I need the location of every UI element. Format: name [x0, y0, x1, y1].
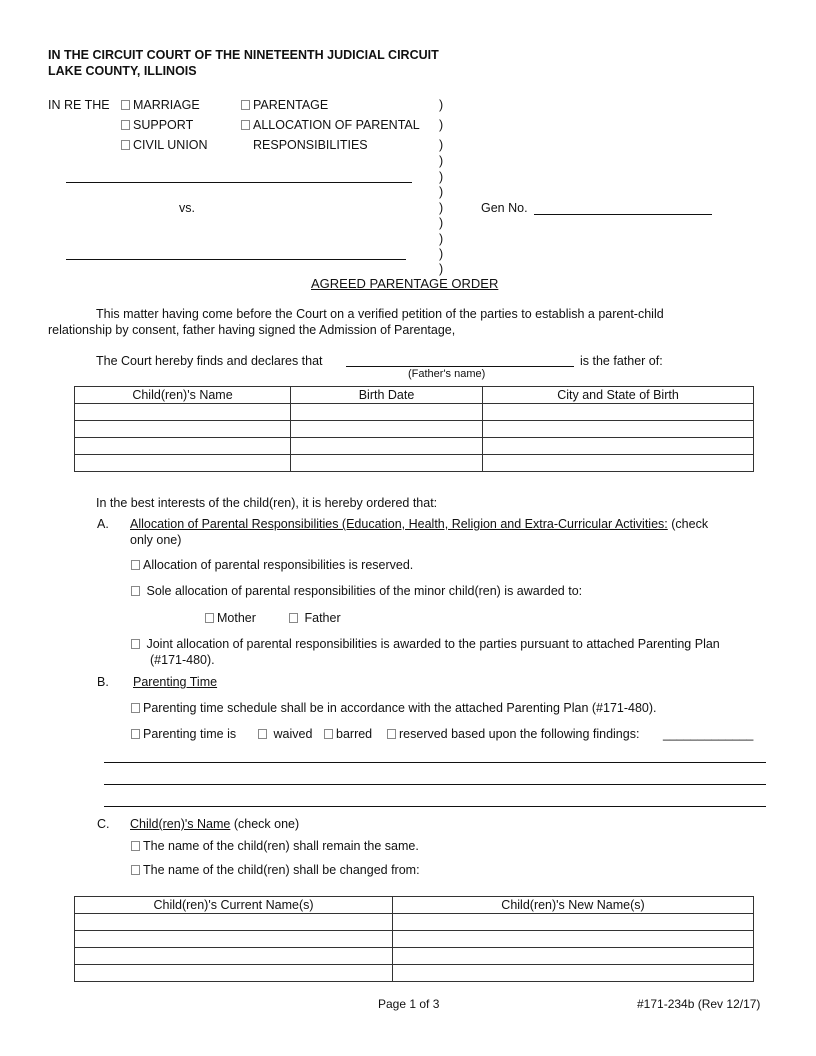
parenting-time-is-checkbox[interactable] [131, 729, 140, 739]
allocation-reserved-checkbox[interactable] [131, 560, 140, 570]
caption-paren: ) [439, 170, 444, 184]
support-checkbox[interactable] [121, 120, 130, 130]
table-cell[interactable] [75, 948, 393, 965]
children-table [74, 386, 754, 472]
caption-paren: ) [439, 154, 444, 168]
caption-paren: ) [439, 247, 444, 261]
table-cell[interactable] [75, 965, 393, 982]
joint-allocation-option: Joint allocation of parental responsibilities is awarded to the parties pursuant to attached Parenting Plan [131, 637, 720, 651]
reserved-option: reserved based upon the following findings: [387, 727, 639, 741]
allocation-label-line1: ALLOCATION OF PARENTAL [253, 118, 420, 132]
section-b-heading: Parenting Time [133, 675, 218, 689]
caption-paren: ) [439, 232, 444, 246]
allocation-option [241, 118, 420, 132]
table-row [75, 404, 754, 421]
in-re-the-label: IN RE THE [48, 98, 110, 112]
section-c-heading: Child(ren)'s Name (check one) [130, 817, 300, 831]
table-cell[interactable] [75, 421, 291, 438]
table-cell[interactable] [483, 404, 754, 421]
table-row [75, 438, 754, 455]
orders-intro: In the best interests of the child(ren), it is hereby ordered that: [96, 496, 438, 510]
caption-paren: ) [439, 201, 444, 215]
finding-suffix: is the father of: [580, 354, 663, 368]
section-b-letter: B. [97, 675, 109, 689]
name-change-table [74, 896, 754, 982]
section-a-letter: A. [97, 517, 109, 531]
form-number: #171-234b (Rev 12/17) [637, 997, 761, 1011]
table-cell[interactable] [75, 438, 291, 455]
respondent-name-line[interactable] [66, 259, 406, 260]
parenting-plan-option: Parenting time schedule shall be in accordance with the attached Parenting Plan (#171-480). [131, 701, 657, 715]
table-header-row [75, 897, 754, 914]
table-cell[interactable] [393, 914, 754, 931]
vs-label: vs. [179, 201, 195, 215]
table-cell[interactable] [483, 438, 754, 455]
father-name-caption: (Father's name) [408, 368, 486, 380]
name-changed-option: The name of the child(ren) shall be changed from: [131, 863, 420, 877]
allocation-reserved-option: Allocation of parental responsibilities is reserved. [131, 558, 413, 572]
caption-paren: ) [439, 262, 444, 276]
table-cell[interactable] [291, 421, 483, 438]
mother-option: Mother [205, 611, 256, 625]
sole-allocation-option: Sole allocation of parental responsibilities of the minor child(ren) is awarded to: [131, 584, 582, 598]
intro-paragraph-line2: relationship by consent, father having signed the Admission of Parentage, [48, 323, 456, 337]
column-header: Child(ren)'s Name [75, 387, 291, 404]
parenting-time-is-option: Parenting time is [131, 727, 236, 741]
findings-line[interactable] [104, 806, 766, 807]
findings-line[interactable] [104, 784, 766, 785]
page-number: Page 1 of 3 [378, 997, 440, 1011]
table-cell[interactable] [393, 965, 754, 982]
table-header-row [75, 387, 754, 404]
joint-allocation-line2: (#171-480). [150, 653, 215, 667]
barred-option: barred [324, 727, 372, 741]
civil-union-checkbox[interactable] [121, 140, 130, 150]
support-label: SUPPORT [133, 118, 194, 132]
document-title: AGREED PARENTAGE ORDER [311, 276, 499, 291]
support-option [121, 118, 193, 132]
petitioner-name-line[interactable] [66, 182, 412, 183]
table-cell[interactable] [393, 931, 754, 948]
parentage-checkbox[interactable] [241, 100, 250, 110]
column-header: Child(ren)'s Current Name(s) [75, 897, 393, 914]
waived-option: waived [258, 727, 312, 741]
table-row [75, 914, 754, 931]
name-changed-checkbox[interactable] [131, 865, 140, 875]
court-name-line1: IN THE CIRCUIT COURT OF THE NINETEENTH JUDICIAL CIRCUIT [48, 48, 439, 62]
father-option: Father [289, 611, 341, 625]
table-cell[interactable] [393, 948, 754, 965]
findings-line[interactable] [104, 762, 766, 763]
section-a-heading: Allocation of Parental Responsibilities (Education, Health, Religion and Extra-Curricular Activities: (check [130, 517, 709, 531]
joint-allocation-checkbox[interactable] [131, 639, 140, 649]
table-cell[interactable] [291, 438, 483, 455]
table-row [75, 965, 754, 982]
table-cell[interactable] [483, 455, 754, 472]
sole-allocation-checkbox[interactable] [131, 586, 140, 596]
table-row [75, 931, 754, 948]
marriage-checkbox[interactable] [121, 100, 130, 110]
table-cell[interactable] [291, 404, 483, 421]
column-header: Child(ren)'s New Name(s) [393, 897, 754, 914]
caption-paren: ) [439, 98, 444, 112]
marriage-label: MARRIAGE [133, 98, 200, 112]
table-cell[interactable] [483, 421, 754, 438]
column-header: City and State of Birth [483, 387, 754, 404]
civil-union-option [121, 138, 208, 152]
table-row [75, 948, 754, 965]
table-cell[interactable] [75, 931, 393, 948]
parentage-label: PARENTAGE [253, 98, 329, 112]
caption-paren: ) [439, 118, 444, 132]
section-c-letter: C. [97, 817, 110, 831]
caption-paren: ) [439, 138, 444, 152]
intro-paragraph-line1: This matter having come before the Court on a verified petition of the parties to establish a parent-child [96, 307, 664, 321]
name-same-checkbox[interactable] [131, 841, 140, 851]
table-cell[interactable] [291, 455, 483, 472]
caption-paren: ) [439, 185, 444, 199]
section-a-heading-line2: only one) [130, 533, 182, 547]
father-name-field[interactable] [346, 366, 574, 367]
reserved-checkbox[interactable] [387, 729, 396, 739]
gen-no-field[interactable] [534, 214, 712, 215]
parentage-option [241, 98, 328, 112]
finding-prefix: The Court hereby finds and declares that [96, 354, 323, 368]
waived-checkbox[interactable] [258, 729, 267, 739]
marriage-option [121, 98, 200, 112]
table-cell[interactable] [75, 404, 291, 421]
allocation-checkbox[interactable] [241, 120, 250, 130]
table-row [75, 421, 754, 438]
father-checkbox[interactable] [289, 613, 298, 623]
parenting-plan-checkbox[interactable] [131, 703, 140, 713]
caption-paren: ) [439, 216, 444, 230]
mother-checkbox[interactable] [205, 613, 214, 623]
civil-union-label: CIVIL UNION [133, 138, 208, 152]
findings-blank[interactable]: _____________ [663, 727, 754, 741]
table-row [75, 455, 754, 472]
table-cell[interactable] [75, 914, 393, 931]
barred-checkbox[interactable] [324, 729, 333, 739]
column-header: Birth Date [291, 387, 483, 404]
table-cell[interactable] [75, 455, 291, 472]
court-name-line2: LAKE COUNTY, ILLINOIS [48, 64, 197, 78]
gen-no-label: Gen No. [481, 201, 528, 215]
name-same-option: The name of the child(ren) shall remain the same. [131, 839, 419, 853]
allocation-label-line2: RESPONSIBILITIES [253, 138, 368, 152]
